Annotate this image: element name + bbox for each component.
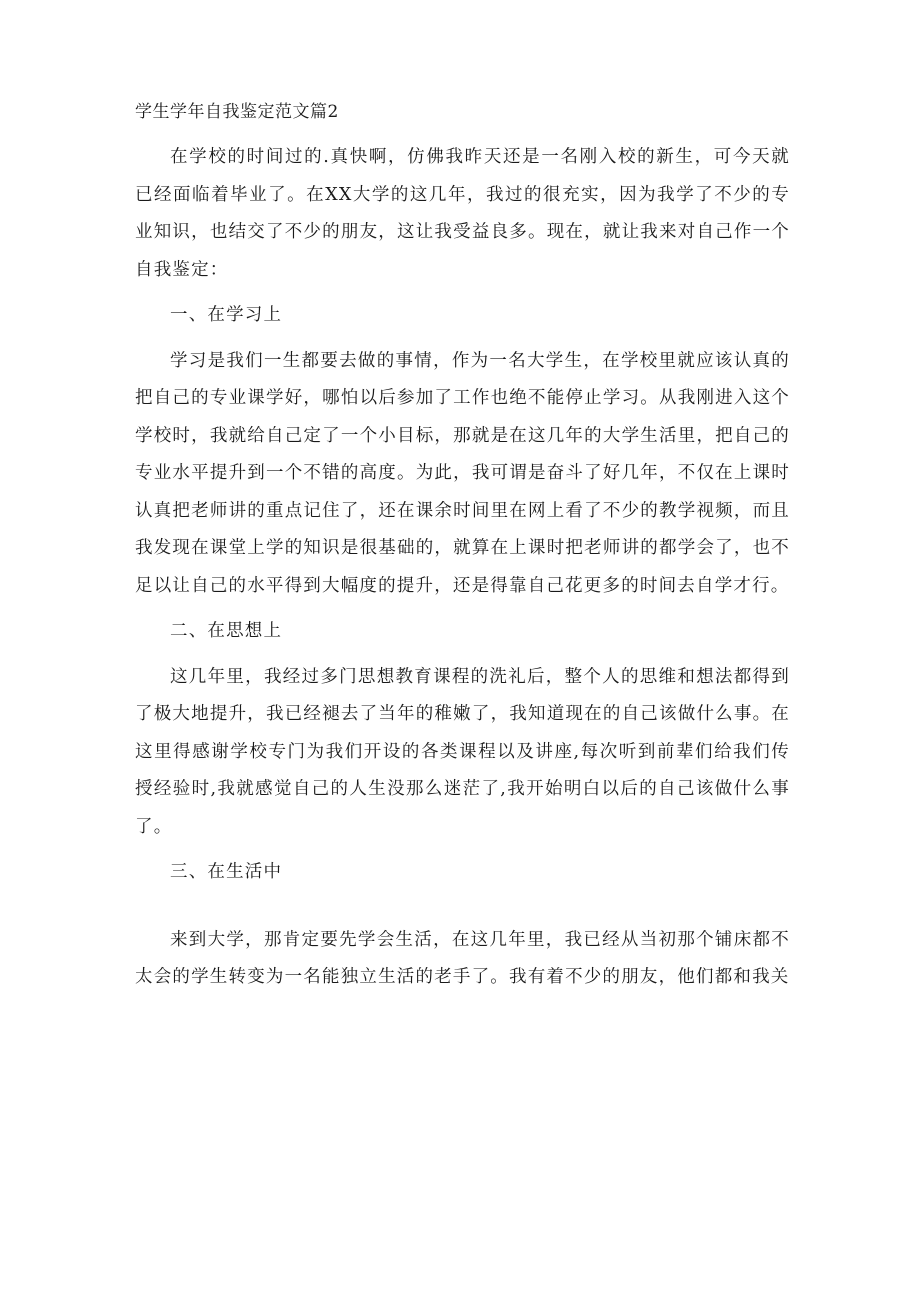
document-page bbox=[135, 95, 790, 1005]
section-body-thought: 这几年里，我经过多门思想教育课程的洗礼后，整个人的思维和想法都得到了极大地提升，我已经褪去了当年的稚嫩了，我知道现在的自己该做什么事。在这里得感谢学校专门为我们开设的各类课程以及讲座,每次听到前辈们给我们传授经验时,我就感觉自己的人生没那么迷茫了,我开始明白以后的自己该做什么事了。 bbox=[135, 666, 790, 837]
section-body-study: 学习是我们一生都要去做的事情，作为一名大学生，在学校里就应该认真的把自己的专业课学好，哪怕以后参加了工作也绝不能停止学习。从我刚进入这个学校时，我就给自己定了一个小目标，那就是在这几年的大学生活里，把自己的专业水平提升到一个不错的高度。为此，我可谓是奋斗了好几年，不仅在上课时认真把老师讲的重点记住了，还在课余时间里在网上看了不少的教学视频，而且我发现在课堂上学的知识是很基础的，就算在上课时把老师讲的都学会了，也不足以让自己的水平得到大幅度的提升，还是得靠自己花更多的时间去自学才行。 bbox=[135, 350, 790, 596]
section-heading-study: 一、在学习上 bbox=[170, 305, 283, 325]
document-title: 学生学年自我鉴定范文篇2 bbox=[135, 102, 339, 122]
intro-paragraph: 在学校的时间过的.真快啊，仿佛我昨天还是一名刚入校的新生，可今天就已经面临着毕业了。在XX大学的这几年，我过的很充实，因为我学了不少的专业知识，也结交了不少的朋友，这让我受益良多。现在，就让我来对自己作一个自我鉴定： bbox=[135, 147, 790, 280]
section-heading-thought: 二、在思想上 bbox=[170, 621, 283, 641]
section-heading-life: 三、在生活中 bbox=[170, 862, 283, 882]
section-body-life: 来到大学，那肯定要先学会生活，在这几年里，我已经从当初那个铺床都不太会的学生转变为一名能独立生活的老手了。我有着不少的朋友，他们都和我关 bbox=[135, 929, 790, 987]
